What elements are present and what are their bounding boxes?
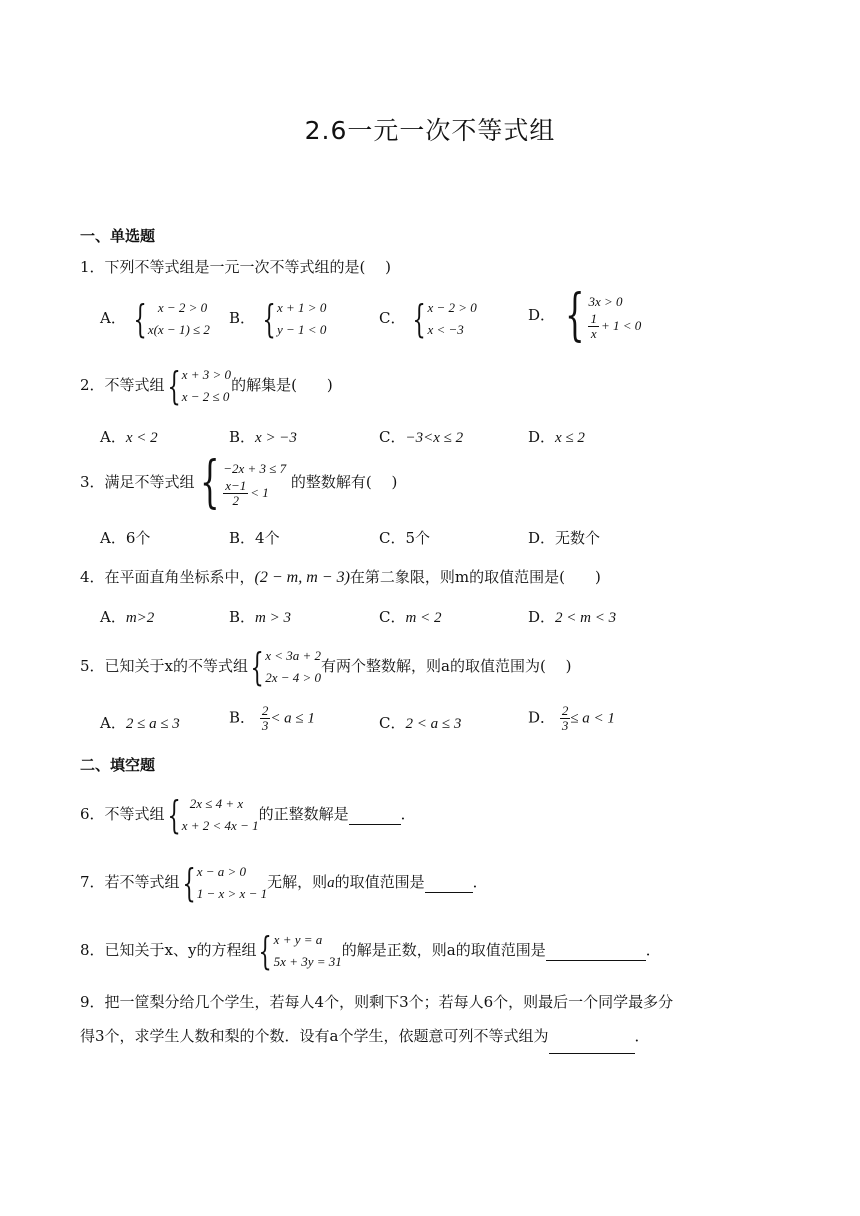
q3-line2-rest: < 1 <box>250 485 269 500</box>
q4-option-a[interactable] <box>100 607 154 628</box>
q4-option-b-label: B． <box>229 608 256 626</box>
q9-end-punct: ． <box>634 1027 650 1045</box>
q7-post-text: 的取值范围是 <box>334 873 425 891</box>
q2-option-b-expr: x > −3 <box>255 430 297 446</box>
q6-post-text: 的正整数解是 <box>258 805 349 823</box>
q2-line1: x + 3 > 0 <box>181 367 232 382</box>
q1-a-line1: x − 2 > 0 <box>157 300 208 315</box>
q3-option-b[interactable]: B．4个 <box>229 529 280 547</box>
brace-icon: { <box>166 793 181 837</box>
q8-post-text: 的解是正数，则a的取值范围是 <box>341 941 546 959</box>
q5-b-fraction <box>260 704 271 733</box>
q1-c-line1: x − 2 > 0 <box>427 300 477 315</box>
q2-option-c[interactable] <box>379 427 463 448</box>
fraction-denominator: x <box>590 325 597 341</box>
q5-option-b-label: B． <box>229 708 256 727</box>
brace-icon: { <box>258 929 273 973</box>
q9-answer-blank[interactable] <box>549 1019 635 1054</box>
page-title: 2.6一元一次不等式组 <box>304 116 556 145</box>
q7-variable: a <box>327 875 335 891</box>
q1-c-line2: x < −3 <box>427 322 464 337</box>
brace-icon: { <box>199 450 220 515</box>
q4-point-expr: (2 − m, m − 3) <box>254 569 350 586</box>
q4-option-a-expr: m>2 <box>125 610 155 626</box>
q1-b-line2: y − 1 < 0 <box>277 322 327 337</box>
q8-system <box>256 929 341 973</box>
q9-line1: 9．把一筐梨分给几个学生，若每人4个，则剩下3个；若每人6个，则最后一个同学最多分 <box>80 993 674 1011</box>
q1-option-a[interactable] <box>100 297 210 341</box>
q2-option-a[interactable] <box>100 427 158 448</box>
q1-option-b-label: B． <box>229 309 256 327</box>
q4-pre-text: 4．在平面直角坐标系中， <box>80 568 255 586</box>
q7-end-punct: ． <box>472 873 488 891</box>
q4-option-d-label: D． <box>528 608 556 626</box>
fraction-numerator: 1 <box>590 310 597 326</box>
q7-system <box>180 861 268 905</box>
q1-option-d-system <box>560 283 642 348</box>
q5-option-c-expr: 2 < a ≤ 3 <box>405 716 462 732</box>
q5-d-fraction <box>560 704 571 733</box>
q5-line2: 2x − 4 > 0 <box>265 670 322 685</box>
q3-line1: −2x + 3 ≤ 7 <box>223 460 287 476</box>
question-9-stem <box>80 985 780 1054</box>
q4-option-b[interactable] <box>229 607 291 628</box>
q4-option-d[interactable] <box>528 607 616 628</box>
q2-post-text: 的解集是( ) <box>231 376 333 394</box>
q4-option-a-label: A． <box>100 608 126 626</box>
q8-end-punct: ． <box>645 941 661 959</box>
q2-option-d-label: D． <box>528 428 556 446</box>
q3-pre-text: 3．满足不等式组 <box>80 473 195 491</box>
q3-option-d[interactable]: D．无数个 <box>528 529 601 547</box>
q3-fraction <box>223 479 248 508</box>
q5-option-a-expr: 2 ≤ a ≤ 3 <box>125 716 180 732</box>
q2-system <box>165 364 232 408</box>
q1-a-line2: x(x − 1) ≤ 2 <box>147 322 210 337</box>
q5-option-c[interactable] <box>379 713 461 734</box>
brace-icon: { <box>250 645 264 689</box>
q6-line1: 2x ≤ 4 + x <box>189 796 244 811</box>
q5-option-a-label: A． <box>100 714 126 732</box>
q5-pre-text: 5．已知关于x的不等式组 <box>80 657 249 675</box>
q8-line2: 5x + 3y = 31 <box>273 954 342 969</box>
q2-option-b-label: B． <box>229 428 256 446</box>
q5-option-a[interactable] <box>100 713 180 734</box>
q7-mid-text: 无解，则 <box>267 873 328 891</box>
q1-d-fraction <box>588 312 599 341</box>
fraction-numerator: 2 <box>561 703 569 718</box>
q1-d-line2-rest: + 1 < 0 <box>600 318 642 333</box>
q2-option-a-expr: x < 2 <box>125 430 158 446</box>
q7-line2: 1 − x > x − 1 <box>196 886 268 901</box>
q2-pre-text: 2．不等式组 <box>80 376 165 394</box>
q1-option-d-label: D． <box>528 306 556 324</box>
q5-option-c-label: C． <box>379 714 406 732</box>
q3-option-a[interactable]: A．6个 <box>100 529 151 547</box>
q2-option-d-expr: x ≤ 2 <box>555 430 585 446</box>
question-6-stem <box>80 793 416 837</box>
q4-option-b-expr: m > 3 <box>255 610 291 626</box>
q7-answer-blank[interactable] <box>425 872 473 893</box>
q5-option-b[interactable] <box>229 704 315 733</box>
brace-icon: { <box>133 297 147 341</box>
q4-option-c-label: C． <box>379 608 406 626</box>
q1-option-a-system <box>131 297 210 341</box>
q8-answer-blank[interactable] <box>546 940 646 961</box>
q2-option-b[interactable] <box>229 427 297 448</box>
question-5-stem <box>80 645 571 689</box>
q6-line2: x + 2 < 4x − 1 <box>181 818 259 833</box>
q1-option-a-label: A． <box>100 309 126 327</box>
q1-option-b-system <box>260 297 327 341</box>
q1-b-line1: x + 1 > 0 <box>277 300 327 315</box>
q2-option-d[interactable] <box>528 427 585 448</box>
q4-option-c[interactable] <box>379 607 441 628</box>
q2-option-c-expr: −3<x ≤ 2 <box>405 430 464 446</box>
q3-option-c[interactable]: C．5个 <box>379 529 431 547</box>
question-4-stem <box>80 567 601 588</box>
q3-system <box>195 450 287 515</box>
fraction-numerator: x−1 <box>225 477 247 493</box>
q8-line1: x + y = a <box>273 932 323 947</box>
section-heading-single-choice: 一、单选题 <box>80 227 156 245</box>
q4-post-text: 在第二象限，则m的取值范围是( ) <box>349 568 601 586</box>
question-2-stem <box>80 364 333 408</box>
q2-line2: x − 2 ≤ 0 <box>181 389 230 404</box>
q1-option-c-system <box>410 297 477 341</box>
question-7-stem <box>80 861 488 905</box>
q6-pre-text: 6．不等式组 <box>80 805 165 823</box>
q2-option-c-label: C． <box>379 428 406 446</box>
q4-option-d-expr: 2 < m < 3 <box>555 610 617 626</box>
q1-option-b[interactable] <box>229 297 326 341</box>
brace-icon: { <box>181 861 196 905</box>
q3-post-text: 的整数解有( ) <box>286 473 398 491</box>
question-1-stem: 1．下列不等式组是一元一次不等式组的是( ) <box>80 258 392 276</box>
brace-icon: { <box>262 297 276 341</box>
q1-option-d[interactable] <box>528 283 642 348</box>
brace-icon: { <box>166 364 181 408</box>
section-heading-fill-blank: 二、填空题 <box>80 756 156 774</box>
fraction-denominator: 2 <box>232 492 239 508</box>
fraction-numerator: 2 <box>261 703 269 718</box>
q5-post-text: 有两个整数解，则a的取值范围为( ) <box>321 657 572 675</box>
q2-option-a-label: A． <box>100 428 126 446</box>
q5-option-d-label: D． <box>528 708 556 727</box>
q7-line1: x − a > 0 <box>196 864 247 879</box>
question-8-stem <box>80 929 661 973</box>
q6-answer-blank[interactable] <box>349 804 401 825</box>
q4-option-c-expr: m < 2 <box>405 610 442 626</box>
q5-system <box>248 645 321 689</box>
q5-option-d-rest: ≤ a < 1 <box>570 710 615 727</box>
fraction-denominator: 3 <box>561 718 569 733</box>
question-3-stem <box>80 450 398 515</box>
q9-line2: 得3个，求学生人数和梨的个数．设有a个学生，依题意可列不等式组为 <box>80 1027 549 1045</box>
q7-pre-text: 7．若不等式组 <box>80 873 180 891</box>
fraction-denominator: 3 <box>261 718 269 733</box>
q6-system <box>165 793 259 837</box>
q8-pre-text: 8．已知关于x、y的方程组 <box>80 941 257 959</box>
q1-d-line1: 3x > 0 <box>588 293 623 309</box>
brace-icon: { <box>412 297 427 341</box>
q1-option-c[interactable] <box>379 297 477 341</box>
q5-line1: x < 3a + 2 <box>265 648 322 663</box>
q1-option-c-label: C． <box>379 309 406 327</box>
q5-option-d[interactable] <box>528 704 615 733</box>
q6-end-punct: ． <box>400 805 416 823</box>
q5-option-b-rest: < a ≤ 1 <box>270 710 315 727</box>
brace-icon: { <box>564 283 585 348</box>
